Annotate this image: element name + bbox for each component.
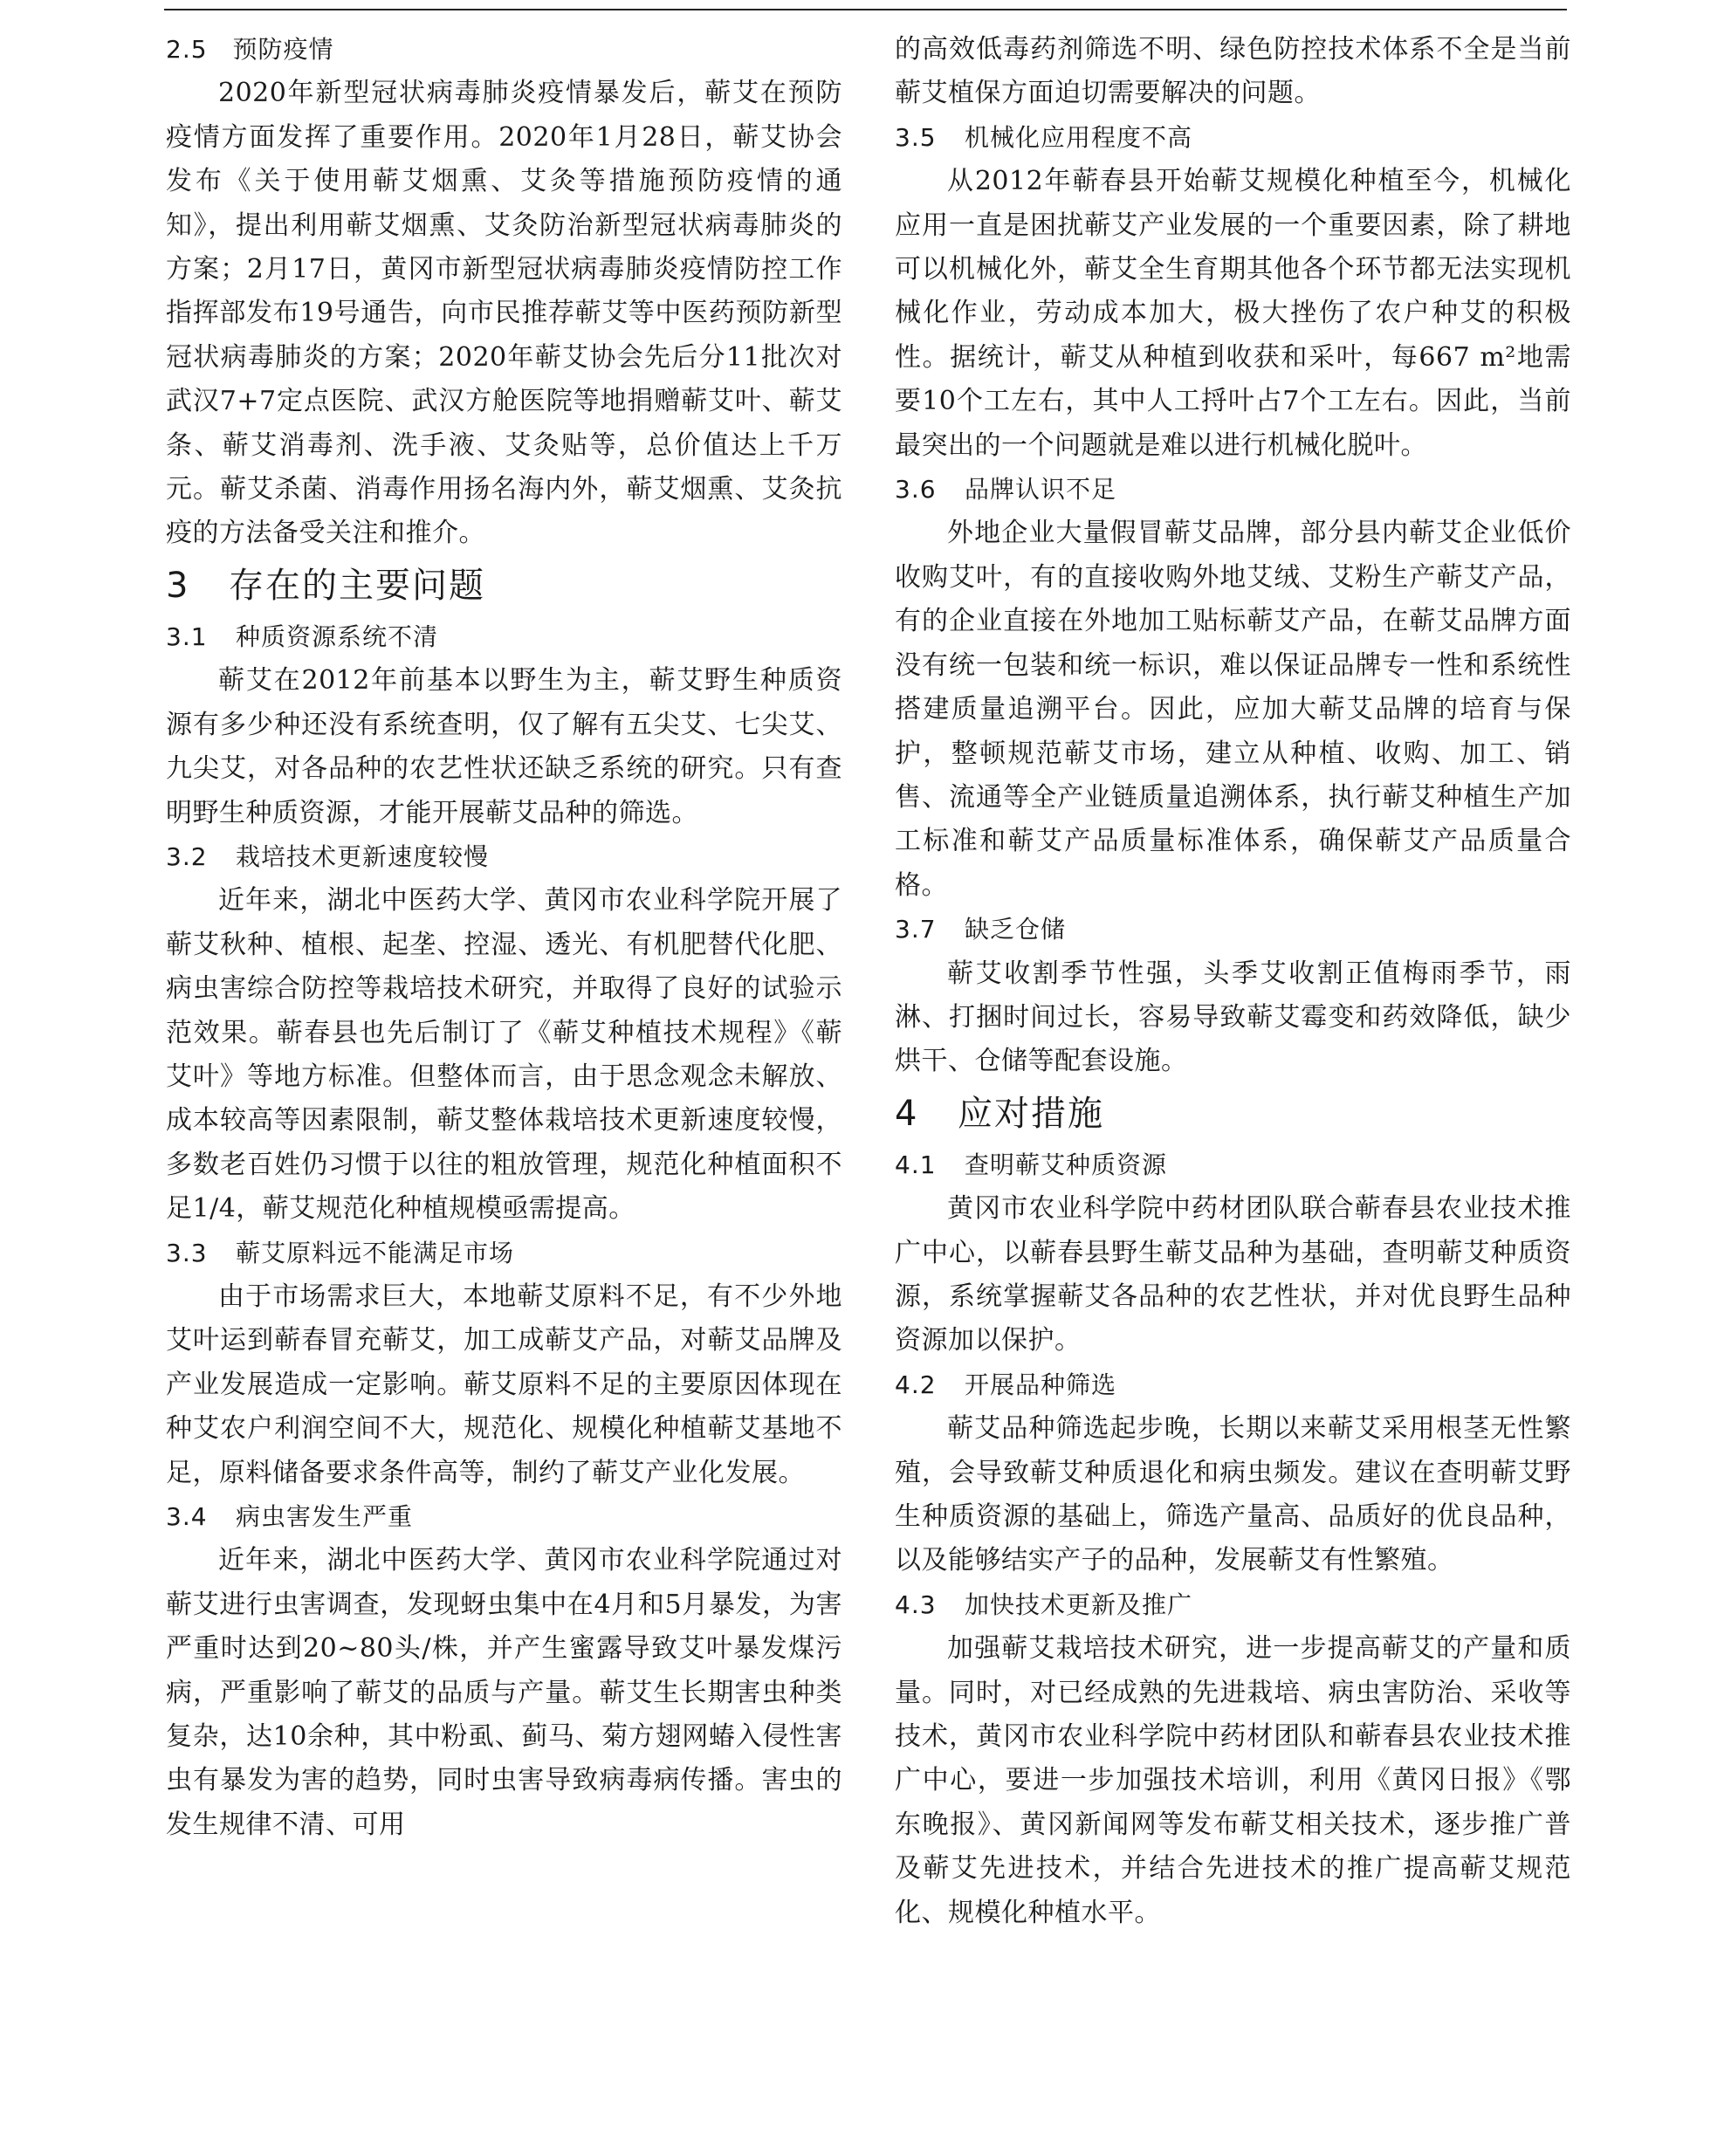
section-number: 3.1: [166, 621, 208, 651]
section-title: 机械化应用程度不高: [965, 122, 1193, 152]
section-heading-3: [166, 556, 842, 615]
section-heading-3-5: [895, 116, 1571, 160]
section-number: 4.2: [895, 1370, 937, 1399]
section-heading-3-6: [895, 468, 1571, 512]
right-column: [895, 28, 1571, 1935]
section-heading-3-7: [895, 908, 1571, 951]
section-title: 栽培技术更新速度较慢: [236, 841, 490, 871]
section-heading-3-2: [166, 835, 842, 879]
section-title: 开展品种筛选: [965, 1370, 1117, 1399]
section-title: 加快技术更新及推广: [965, 1590, 1193, 1619]
section-number: 3.4: [166, 1502, 208, 1531]
paragraph-3-1: 蕲艾在2012年前基本以野生为主，蕲艾野生种质资源有多少种还没有系统查明，仅了解有五尖艾、七尖艾、九尖艾，对各品种的农艺性状还缺乏系统的研究。只有查明野生种质资源，才能开展蕲艾品种的筛选。: [166, 665, 842, 828]
section-number: 3.5: [895, 122, 937, 152]
section-number: 3: [166, 565, 190, 606]
section-heading-4-1: [895, 1143, 1571, 1187]
section-number: 4.3: [895, 1590, 937, 1619]
section-heading-3-4: [166, 1495, 842, 1539]
section-number: 3.2: [166, 841, 208, 871]
paragraph-3-3: 由于市场需求巨大，本地蕲艾原料不足，有不少外地艾叶运到蕲春冒充蕲艾，加工成蕲艾产品，对蕲艾品牌及产业发展造成一定影响。蕲艾原料不足的主要原因体现在种艾农户利润空间不大，规范化、规模化种植蕲艾基地不足，原料储备要求条件高等，制约了蕲艾产业化发展。: [166, 1281, 842, 1488]
section-title: 应对措施: [958, 1093, 1104, 1134]
paragraph-4-3: 加强蕲艾栽培技术研究，进一步提高蕲艾的产量和质量。同时，对已经成熟的先进栽培、病虫害防治、采收等技术，黄冈市农业科学院中药材团队和蕲春县农业技术推广中心，要进一步加强技术培训，利用《黄冈日报》《鄂东晚报》、黄冈新闻网等发布蕲艾相关技术，逐步推广普及蕲艾先进技术，并结合先进技术的推广提高蕲艾规范化、规模化种植水平。: [895, 1633, 1571, 1928]
section-heading-3-1: [166, 615, 842, 659]
left-column: [166, 28, 842, 1935]
section-title: 缺乏仓储: [965, 915, 1067, 944]
section-title: 蕲艾原料远不能满足市场: [236, 1238, 515, 1267]
section-title: 查明蕲艾种质资源: [965, 1150, 1168, 1179]
section-heading-4-2: [895, 1363, 1571, 1407]
section-title: 病虫害发生严重: [236, 1502, 414, 1531]
section-number: 4: [895, 1093, 919, 1134]
section-heading-4: [895, 1084, 1571, 1143]
section-title: 存在的主要问题: [229, 565, 485, 606]
section-heading-4-3: [895, 1583, 1571, 1627]
section-number: 3.3: [166, 1238, 208, 1267]
header-rule: [164, 9, 1567, 10]
paragraph-4-2: 蕲艾品种筛选起步晚，长期以来蕲艾采用根茎无性繁殖，会导致蕲艾种质退化和病虫频发。建议在查明蕲艾野生种质资源的基础上，筛选产量高、品质好的优良品种，以及能够结实产子的品种，发展蕲艾有性繁殖。: [895, 1413, 1571, 1576]
paragraph-3-4-continued: 的高效低毒药剂筛选不明、绿色防控技术体系不全是当前蕲艾植保方面迫切需要解决的问题。: [895, 34, 1571, 109]
section-heading-3-3: [166, 1232, 842, 1275]
section-number: 3.7: [895, 915, 937, 944]
paragraph-3-5: 从2012年蕲春县开始蕲艾规模化种植至今，机械化应用一直是困扰蕲艾产业发展的一个重要因素，除了耕地可以机械化外，蕲艾全生育期其他各个环节都无法实现机械化作业，劳动成本加大，极大挫伤了农户种艾的积极性。据统计，蕲艾从种植到收获和采叶，每667 m²地需要10个工左右，其中人工捋叶占7个工左右。因此，当前最突出的一个问题就是难以进行机械化脱叶。: [895, 166, 1571, 461]
section-heading-2-5: 2.5 预防疫情: [166, 35, 334, 64]
paragraph-3-2: 近年来，湖北中医药大学、黄冈市农业科学院开展了蕲艾秋种、植根、起垄、控湿、透光、有机肥替代化肥、病虫害综合防控等栽培技术研究，并取得了良好的试验示范效果。蕲春县也先后制订了《蕲艾种植技术规程》《蕲艾叶》等地方标准。但整体而言，由于思念观念未解放、成本较高等因素限制，蕲艾整体栽培技术更新速度较慢，多数老百姓仍习惯于以往的粗放管理，规范化种植面积不足1/4，蕲艾规范化种植规模亟需提高。: [166, 885, 842, 1225]
paragraph-2-5: 2020年新型冠状病毒肺炎疫情暴发后，蕲艾在预防疫情方面发挥了重要作用。2020年1月28日，蕲艾协会发布《关于使用蕲艾烟熏、艾灸等措施预防疫情的通知》，提出利用蕲艾烟熏、艾灸防治新型冠状病毒肺炎的方案；2月17日，黄冈市新型冠状病毒肺炎疫情防控工作指挥部发布19号通告，向市民推荐蕲艾等中医药预防新型冠状病毒肺炎的方案；2020年蕲艾协会先后分11批次对武汉7+7定点医院、武汉方舱医院等地捐赠蕲艾叶、蕲艾条、蕲艾消毒剂、洗手液、艾灸贴等，总价值达上千万元。蕲艾杀菌、消毒作用扬名海内外，蕲艾烟熏、艾灸抗疫的方法备受关注和推介。: [166, 78, 842, 549]
paragraph-3-4: 近年来，湖北中医药大学、黄冈市农业科学院通过对蕲艾进行虫害调查，发现蚜虫集中在4月和5月暴发，为害严重时达到20~80头/株，并产生蜜露导致艾叶暴发煤污病，严重影响了蕲艾的品质与产量。蕲艾生长期害虫种类复杂，达10余种，其中粉虱、蓟马、菊方翅网蝽入侵性害虫有暴发为害的趋势，同时虫害导致病毒病传播。害虫的发生规律不清、可用: [166, 1545, 842, 1840]
section-number: 3.6: [895, 475, 937, 505]
section-number: 4.1: [895, 1150, 937, 1179]
paragraph-3-6: 外地企业大量假冒蕲艾品牌，部分县内蕲艾企业低价收购艾叶，有的直接收购外地艾绒、艾粉生产蕲艾产品，有的企业直接在外地加工贴标蕲艾产品，在蕲艾品牌方面没有统一包装和统一标识，难以保证品牌专一性和系统性搭建质量追溯平台。因此，应加大蕲艾品牌的培育与保护，整顿规范蕲艾市场，建立从种植、收购、加工、销售、流通等全产业链质量追溯体系，执行蕲艾种植生产加工标准和蕲艾产品质量标准体系，确保蕲艾产品质量合格。: [895, 518, 1571, 901]
paragraph-4-1: 黄冈市农业科学院中药材团队联合蕲春县农业技术推广中心，以蕲春县野生蕲艾品种为基础，查明蕲艾种质资源，系统掌握蕲艾各品种的农艺性状，并对优良野生品种资源加以保护。: [895, 1193, 1571, 1356]
article-body: [166, 28, 1571, 1935]
paragraph-3-7: 蕲艾收割季节性强，头季艾收割正值梅雨季节，雨淋、打捆时间过长，容易导致蕲艾霉变和药效降低，缺少烘干、仓储等配套设施。: [895, 958, 1571, 1077]
section-title: 品牌认识不足: [965, 475, 1117, 505]
section-title: 种质资源系统不清: [236, 621, 439, 651]
